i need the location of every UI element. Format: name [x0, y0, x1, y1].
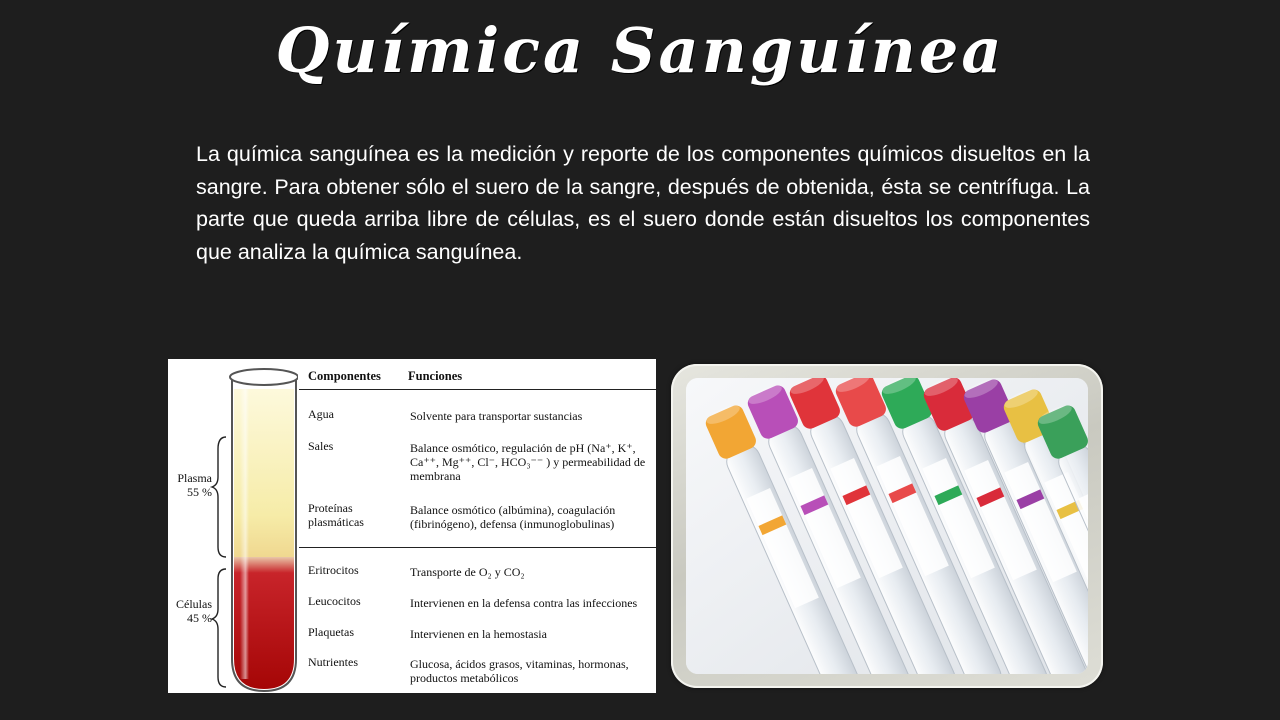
- blood-tubes-photo-frame: [671, 364, 1103, 688]
- blood-tubes-illustration: [686, 378, 1088, 674]
- cells-label: [168, 597, 212, 625]
- plasma-label: [168, 471, 212, 499]
- section-divider: [299, 547, 656, 548]
- component-name: Leucocitos: [308, 594, 361, 608]
- component-name: Sales: [308, 439, 334, 453]
- component-name: Eritrocitos: [308, 563, 359, 577]
- slide-title: Química Sanguínea: [275, 14, 1005, 87]
- component-function: Solvente para transportar sustancias: [410, 409, 583, 423]
- intro-paragraph: La química sanguínea es la medición y reporte de los componentes químicos disueltos en la sangre. Para obtener sólo el suero de la sangre, después de obtenida, ésta se centrífuga. La parte que queda arriba libre de células, es el suero donde están disueltos los componentes que analiza la química sanguínea.: [196, 142, 1090, 264]
- component-function: Glucosa, ácidos grasos, vitaminas, hormonas, productos metabólicos: [410, 657, 629, 685]
- blood-components-figure: [168, 359, 656, 693]
- header-divider: [299, 389, 656, 390]
- plasma-label-text: Plasma: [177, 471, 212, 485]
- column-header-functions: Funciones: [408, 369, 463, 383]
- component-function: Balance osmótico, regulación de pH (Na⁺, K⁺, Ca⁺⁺, Mg⁺⁺, Cl⁻, HCO₃⁻⁻ ) y permeabilidad de membrana: [410, 441, 646, 483]
- component-function: Transporte de O₂ y CO₂: [410, 565, 525, 579]
- column-header-components: Componentes: [308, 369, 381, 383]
- plasma-brace: [212, 437, 226, 557]
- cells-brace: [212, 569, 226, 687]
- component-name: Proteínas plasmáticas: [308, 501, 364, 529]
- cells-percent: 45 %: [187, 611, 212, 625]
- blood-tubes-photo: [686, 378, 1088, 674]
- component-name: Nutrientes: [308, 655, 358, 669]
- cells-label-text: Células: [176, 597, 212, 611]
- blood-tube-illustration: [168, 359, 298, 693]
- component-function: Balance osmótico (albúmina), coagulación (fibrinógeno), defensa (inmunoglobulinas): [410, 503, 616, 531]
- component-function: Intervienen en la defensa contra las infecciones: [410, 596, 638, 610]
- plasma-percent: 55 %: [187, 485, 212, 499]
- component-name: Plaquetas: [308, 625, 354, 639]
- component-function: Intervienen en la hemostasia: [410, 627, 547, 641]
- component-name: Agua: [308, 407, 334, 421]
